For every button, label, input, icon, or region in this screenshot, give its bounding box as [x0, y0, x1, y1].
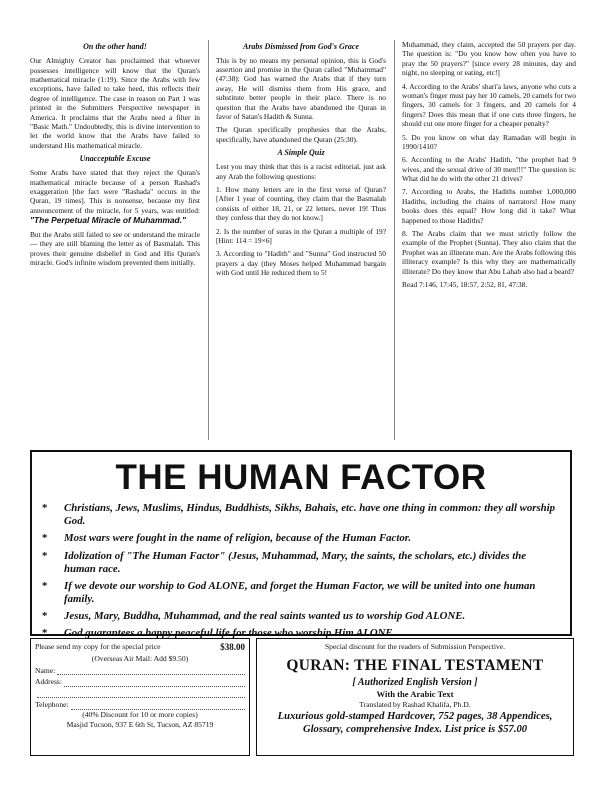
telephone-line[interactable] — [71, 701, 245, 710]
book-title: QURAN: THE FINAL TESTAMENT — [286, 657, 544, 674]
order-line: Please send my copy for the special price — [35, 642, 161, 651]
book-promo — [256, 638, 574, 756]
bullet-icon: * — [42, 502, 48, 514]
telephone-field[interactable] — [35, 700, 245, 710]
references: Read 7:146, 17:45, 18:57, 2:52, 81, 47:38. — [402, 279, 528, 289]
paragraph: The Quran specifically prophesies that the Arabs, specifically, have abandoned the Quran (25:30). — [216, 125, 386, 144]
book-subtitle: [ Authorized English Version ] — [352, 677, 478, 688]
telephone-label: Telephone: — [35, 700, 69, 710]
paragraph: Muhammad, they claim, accepted the 50 prayers per day. The question is: "Do you know how often you have to pray the 50 prayers?" [since every 28 minutes, day and night, no sleeping or eating, etc!] — [402, 40, 576, 78]
list-item-text: If we devote our worship to God ALONE, and forget the Human Factor, we will be united into one human family. — [64, 579, 536, 606]
address-line[interactable] — [64, 678, 245, 687]
section-heading: Arabs Dismissed from God's Grace — [242, 42, 359, 51]
bullet-icon: * — [42, 627, 48, 640]
list-item-text: Christians, Jews, Muslims, Hindus, Buddhists, Sikhs, Bahais, etc. have one thing in common: they all worship God. — [64, 502, 556, 528]
list-item — [42, 550, 560, 576]
name-field[interactable] — [35, 666, 245, 676]
overseas-note: (Overseas Air Mail: Add $9.50) — [91, 653, 189, 663]
quiz-question: 5. Do you know on what day Ramadan will begin in 1990/1410? — [402, 132, 576, 151]
human-factor-title: THE HUMAN FACTOR — [115, 458, 487, 497]
section-heading: A Simple Quiz — [277, 148, 325, 158]
discount-note: (40% Discount for 10 or more copies) — [82, 710, 198, 720]
address-label: Address: — [35, 677, 62, 687]
column-2 — [216, 40, 386, 440]
book-description: Luxurious gold-stamped Hardcover, 752 pages, 38 Appendices, Glossary, comprehensive Index. List price is $57.00 — [277, 711, 553, 735]
list-item-text: Jesus, Mary, Buddha, Muhammad, and the real saints wanted us to worship God ALONE. — [64, 610, 466, 623]
order-form — [30, 638, 250, 756]
bullet-icon: * — [42, 549, 48, 562]
name-line[interactable] — [57, 666, 245, 675]
list-item — [42, 502, 560, 528]
column-1 — [30, 40, 200, 440]
address-line-2[interactable] — [37, 689, 245, 698]
mail-address: Masjid Tucson, 937 E 6th St, Tucson, AZ 85719 — [66, 719, 214, 729]
human-factor-box — [30, 450, 572, 640]
column-3 — [402, 40, 576, 440]
special-price: $38.00 — [220, 642, 245, 652]
list-item — [42, 610, 560, 623]
arabic-text-note: With the Arabic Text — [376, 689, 454, 699]
list-item-text: Most wars were fought in the name of religion, because of the Human Factor. — [64, 532, 412, 545]
paragraph: Our Almighty Creator has proclaimed that whoever possesses intelligence will know that the Quran's mathematical miracle (1:19). Since the Arabs with few exceptions, have failed to take heed, this reflects their degree of intelligence. The case in reason on Part 1 was printed in the Submitters Perspective newspaper in America. It proclaims that the Arabs need a filter in "Basic Math." Undoubtedly, this is divine intervention to let the world know that the Arabs have failed to understand His mathematical miracle. — [30, 56, 200, 150]
list-item-text: Idolization of "The Human Factor" (Jesus, Muhammad, Mary, the saints, the scholars, etc.) divides the human race. — [64, 549, 527, 575]
promo-special: Special discount for the readers of Submission Perspective. — [324, 642, 506, 651]
list-item-text: God guarantees a happy peaceful life for those who worship Him ALONE. — [64, 627, 396, 640]
quiz-question: 8. The Arabs claim that we must strictly follow the example of the Prophet (Sunna). They also claim that the Prophet was an illiterate man. Are the Arabs following this illiteracy example? Is this why they are mathematically illiterate? Do they know that Abu Lahab also had a beard? — [402, 229, 576, 276]
address-field-2[interactable] — [35, 689, 245, 698]
quiz-question: 7. According to Arabs, the Hadiths number 1,000,000 Hadiths, including the chains of narrators! How many books does this equal? How long did it take? What happened to those Hadiths? — [402, 187, 576, 225]
quiz-question: 1. How many letters are in the first verse of Quran? [After 1 year of counting, they claim that the Basmalah consists of either 18, 21, or 22 letters, never 19! Thus they confess that they do not know.] — [216, 185, 386, 223]
quiz-question: 3. According to "Hadith" and "Sunna" God instructed 50 prayers a day (they Moses helped Muhammad bargain with God until He reduced them to 5! — [216, 249, 386, 278]
bullet-icon: * — [42, 532, 48, 545]
list-item — [42, 532, 560, 545]
article-columns — [30, 40, 576, 440]
section-heading: On the other hand! — [83, 42, 147, 51]
paragraph: Lest you may think that this is a racist editorial, just ask any Arab the following questions: — [216, 162, 386, 181]
paragraph — [30, 168, 200, 226]
bullet-icon: * — [42, 610, 48, 623]
order-price-row — [35, 642, 245, 654]
paragraph: This is by no means my personal opinion, this is God's assertion and promise in the Quran called "Muhammad" (47:38): God has warned the Arabs that if they turn away, He will dismiss them from His grace, and substitute better people in their place. There is no question that the Arabs have abandoned the Quran in favor of Satan's Hadith & Sunna. — [216, 55, 386, 121]
section-heading: Unacceptable Excuse — [79, 154, 151, 164]
column-divider — [394, 40, 395, 440]
emphasized-title: "The Perpetual Miracle of Muhammad." — [30, 215, 186, 226]
quiz-question: 2. Is the number of suras in the Quran a multiple of 19? [Hint: 114 = 19×6] — [216, 226, 386, 245]
column-divider — [208, 40, 209, 440]
bullet-icon: * — [42, 579, 48, 592]
name-label: Name: — [35, 665, 56, 675]
quiz-question: 4. According to the Arabs' shari'a laws, anyone who cuts a woman's finger must pay her 10 camels, 20 camels for two fingers, 30 camels for 3 fingers, and 20 camels for 4 fingers? Does this mean that if one cuts three fingers, he should cut one more finger for a cheaper penalty? — [402, 81, 576, 129]
translator: Translated by Rashad Khalifa, Ph.D. — [359, 700, 471, 709]
paragraph-text: Some Arabs have stated that they reject the Quran's mathematical miracle because of a person Rashad's exaggeration [the fact were "Rashada" occurs in the Quran, 19 times]. This is nonsense, because my first announcement of the miracle, for 5 years, was entitled: — [30, 168, 200, 215]
quiz-question: 6. According to the Arabs' Hadith, "the prophet had 9 wives, and the sexual drive of 30 men!!!" The question is: What did he do with the other 21 drives? — [402, 155, 576, 184]
human-factor-list — [42, 502, 560, 645]
paragraph: But the Arabs still failed to see or understand the miracle — they are still blaming the letter as of Basmalah. This proves their genuine disbelief in God and His Quran's miracle. God's infinite wisdom prevented them initially. — [30, 229, 200, 268]
list-item — [42, 580, 560, 606]
address-field[interactable] — [35, 677, 245, 687]
